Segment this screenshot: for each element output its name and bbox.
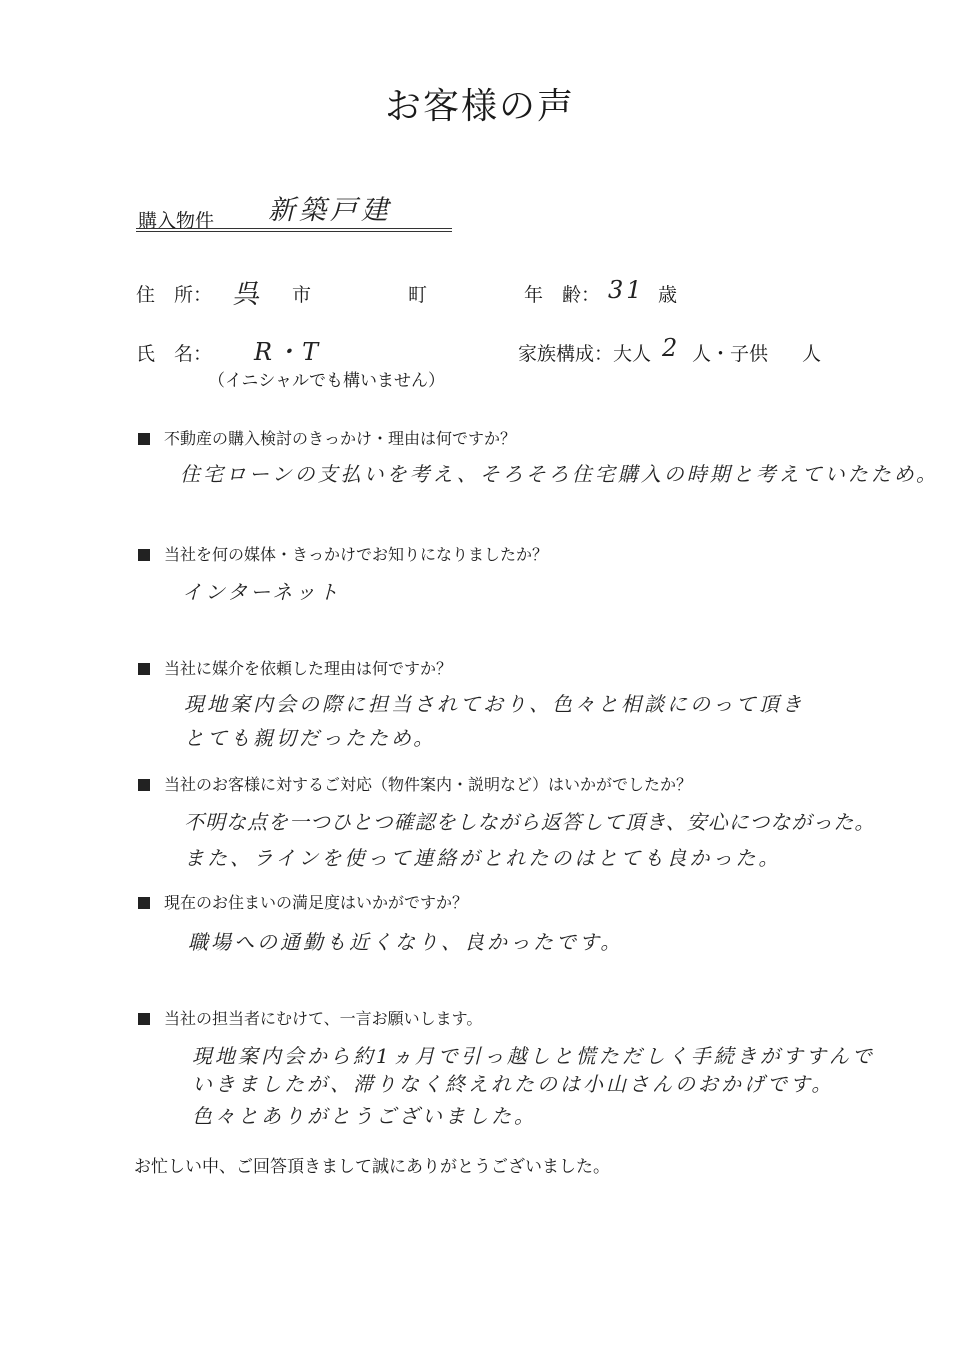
page-title: お客様の声	[384, 86, 575, 127]
answer-1-line-1: 住宅ローンの支払いを考え、そろそろ住宅購入の時期と考えていたため。	[180, 462, 939, 486]
property-value: 新築戸建	[268, 195, 392, 226]
answer-4-line-2: また、ラインを使って連絡がとれたのはとても良かった。	[184, 846, 782, 870]
age-value: 31	[608, 276, 645, 304]
square-bullet-icon	[138, 779, 150, 791]
square-bullet-icon	[138, 549, 150, 561]
square-bullet-icon	[138, 1013, 150, 1025]
family-adults-value: 2	[662, 334, 681, 362]
question-3: 当社に媒介を依頼した理由は何ですか？	[138, 656, 452, 679]
address-city-label: 市	[292, 284, 312, 306]
answer-5-line-1: 職場への通勤も近くなり、良かったです。	[188, 930, 624, 954]
age-unit: 歳	[658, 284, 678, 306]
address-city-value: 呉	[232, 279, 263, 310]
answer-3-line-1: 現地案内会の際に担当されており、色々と相談にのって頂き	[184, 692, 805, 716]
name-value: R・T	[254, 338, 322, 366]
answer-4-line-1: 不明な点を一つひとつ確認をしながら返答して頂き、安心につながった。	[184, 810, 876, 834]
property-underline-bottom	[136, 231, 452, 232]
question-1: 不動産の購入検討のきっかけ・理由は何ですか？	[138, 426, 516, 449]
answer-6-line-1: 現地案内会から約1ヵ月で引っ越しと慌ただしく手続きがすすんで	[192, 1044, 875, 1068]
answer-3-line-2: とても親切だったため。	[184, 726, 437, 750]
answer-2-line-1: インターネット	[182, 580, 342, 604]
square-bullet-icon	[138, 897, 150, 909]
closing-message: お忙しい中、ご回答頂きまして誠にありがとうございました。	[134, 1157, 610, 1177]
square-bullet-icon	[138, 433, 150, 445]
address-label: 住 所：	[136, 284, 213, 306]
question-4: 当社のお客様に対するご対応（物件案内・説明など）はいかがでしたか？	[138, 772, 692, 795]
property-underline-top	[136, 228, 452, 229]
answer-6-line-3: 色々とありがとうございました。	[192, 1104, 537, 1128]
square-bullet-icon	[138, 663, 150, 675]
family-children-unit: 人	[802, 343, 822, 365]
name-note: （イニシャルでも構いません）	[208, 371, 445, 391]
property-label: 購入物件	[138, 210, 215, 232]
name-label: 氏 名：	[136, 343, 213, 365]
family-label: 家族構成：大人	[518, 343, 652, 365]
age-label: 年 齢：	[524, 284, 601, 306]
answer-6-line-2: いきましたが、滞りなく終えれたのは小山さんのおかげです。	[192, 1072, 835, 1096]
question-5: 現在のお住まいの満足度はいかがですか？	[138, 890, 468, 913]
family-adults-unit: 人・子供	[692, 343, 769, 365]
question-6: 当社の担当者にむけて、一言お願いします。	[138, 1006, 482, 1029]
question-2: 当社を何の媒体・きっかけでお知りになりましたか？	[138, 542, 548, 565]
address-town-label: 町	[408, 284, 428, 306]
